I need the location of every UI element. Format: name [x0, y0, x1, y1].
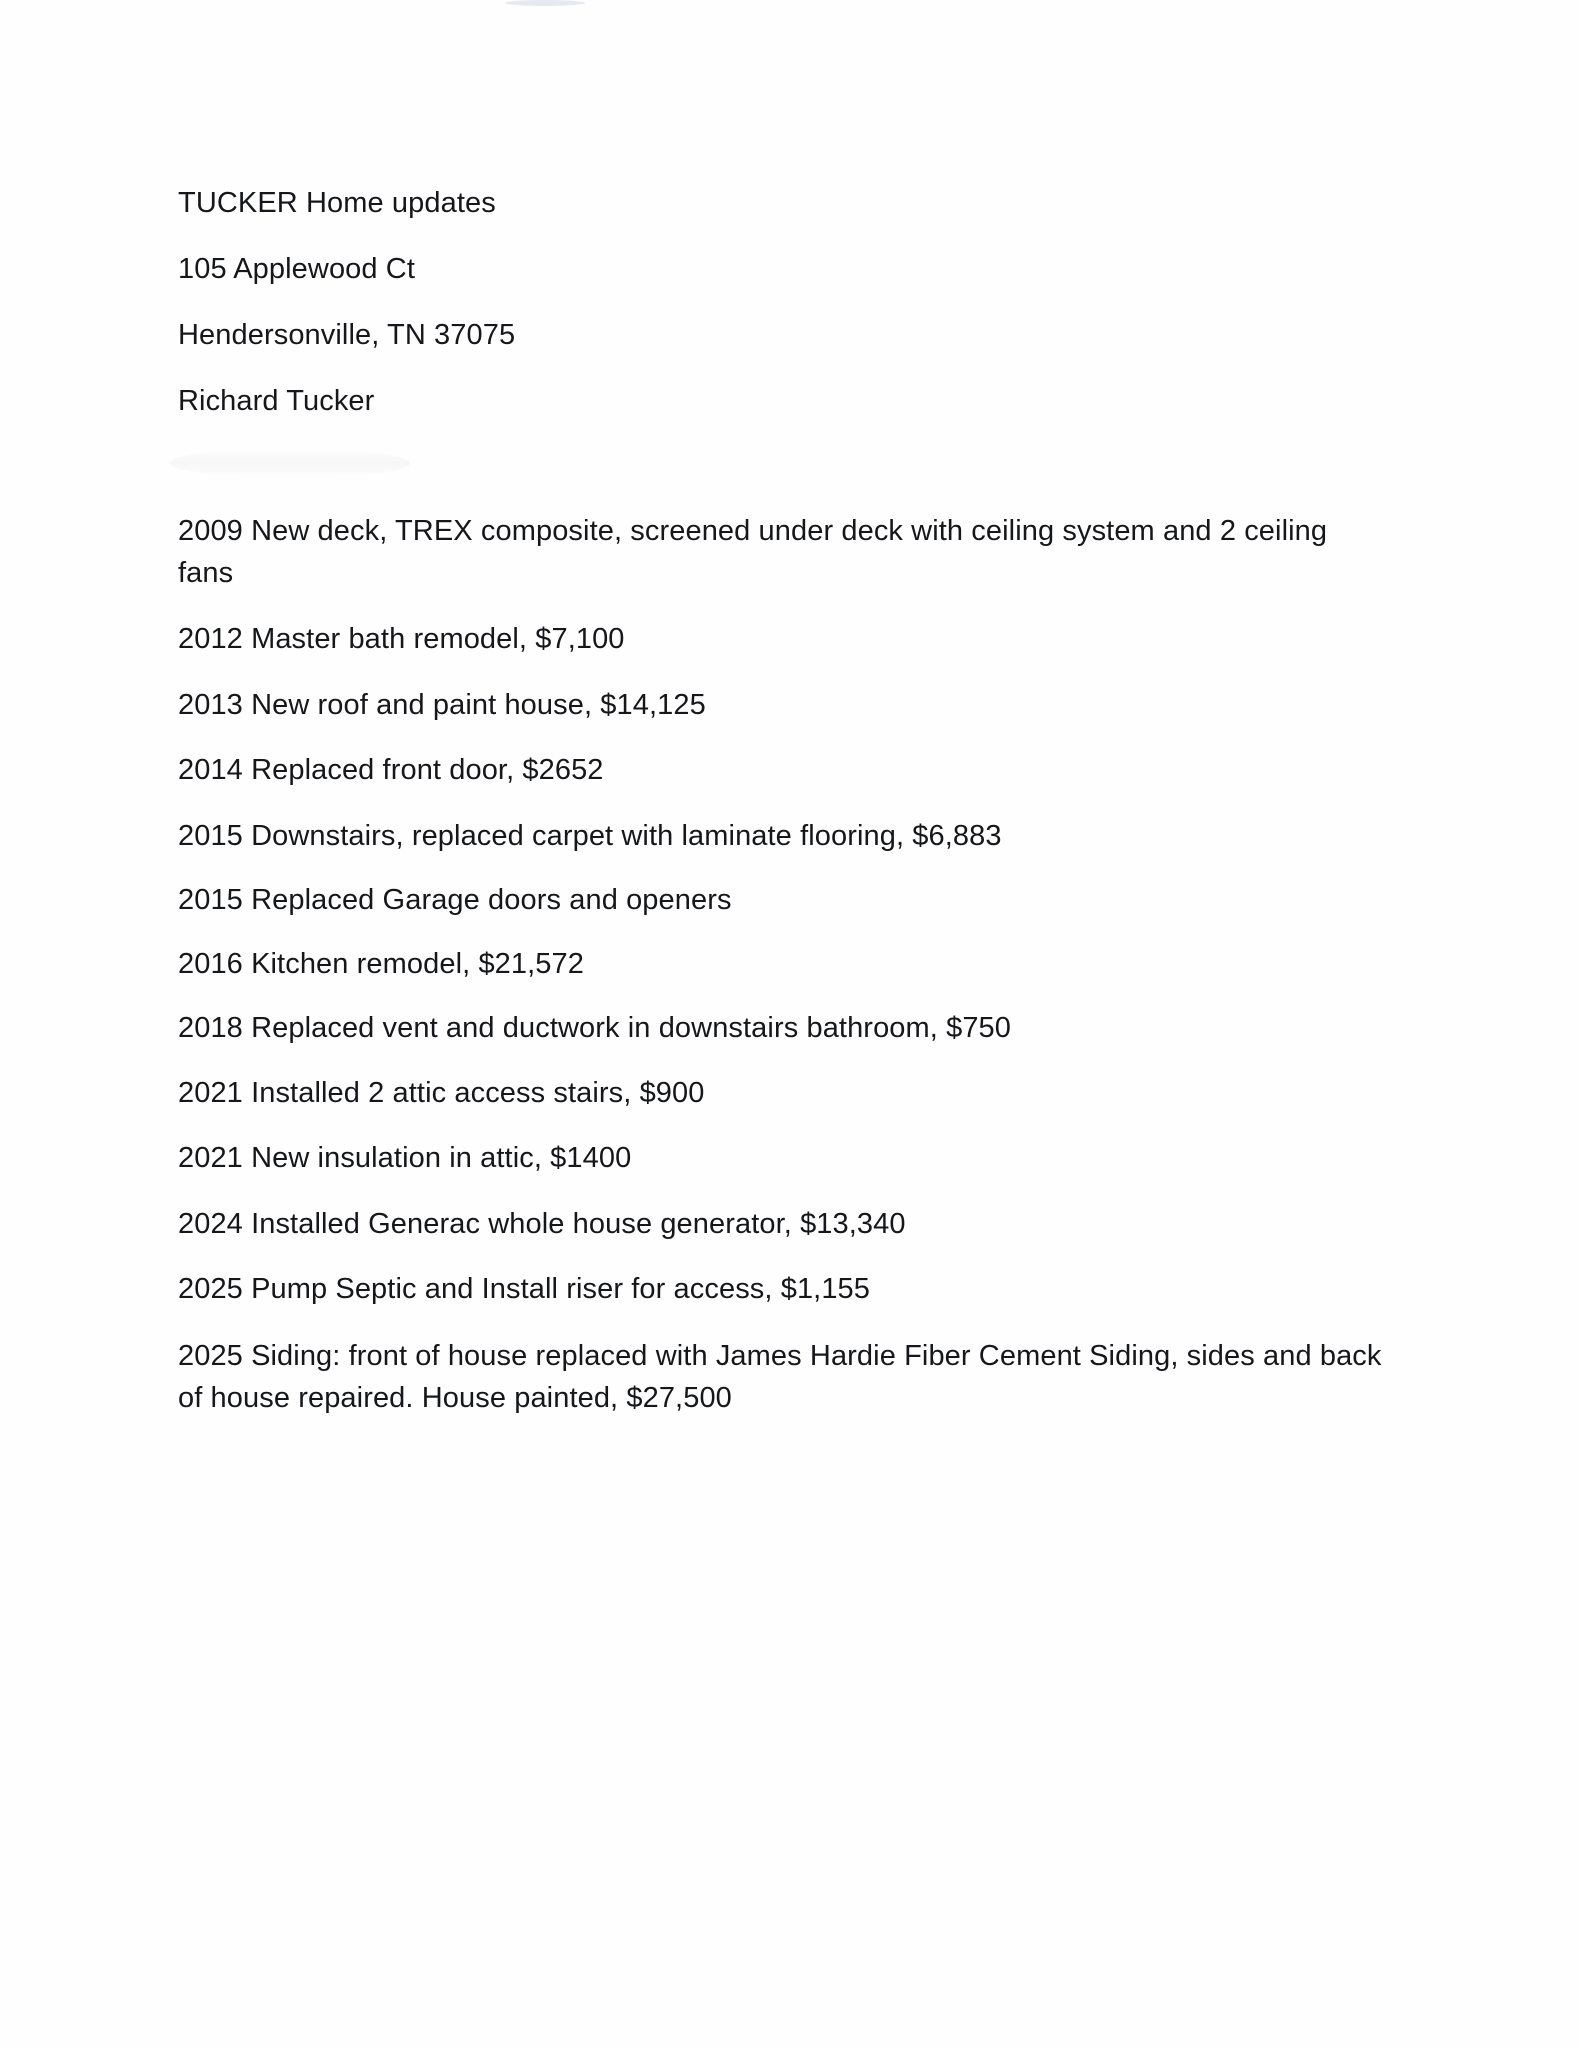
owner-name: Richard Tucker: [178, 385, 375, 417]
update-entry: 2021 Installed 2 attic access stairs, $900: [178, 1077, 705, 1109]
update-entry: 2015 Downstairs, replaced carpet with laminate flooring, $6,883: [178, 820, 1002, 852]
update-entry: 2015 Replaced Garage doors and openers: [178, 884, 732, 916]
update-entry: 2014 Replaced front door, $2652: [178, 754, 604, 786]
update-entry: 2021 New insulation in attic, $1400: [178, 1142, 632, 1174]
update-entry: 2025 Siding: front of house replaced with James Hardie Fiber Cement Siding, sides and back of house repaired. House painted, $27,500: [178, 1340, 1382, 1414]
scan-artifact: [170, 448, 410, 478]
update-entry: 2013 New roof and paint house, $14,125: [178, 689, 706, 721]
address-street: 105 Applewood Ct: [178, 253, 415, 285]
scan-artifact: [505, 0, 585, 6]
document-title: TUCKER Home updates: [178, 187, 496, 219]
update-entry: 2009 New deck, TREX composite, screened under deck with ceiling system and 2 ceiling fans: [178, 515, 1328, 589]
update-entry: 2016 Kitchen remodel, $21,572: [178, 948, 584, 980]
update-entry: 2025 Pump Septic and Install riser for access, $1,155: [178, 1273, 871, 1305]
update-entry: 2018 Replaced vent and ductwork in downstairs bathroom, $750: [178, 1012, 1012, 1044]
address-city-state-zip: Hendersonville, TN 37075: [178, 319, 516, 351]
update-entry: 2012 Master bath remodel, $7,100: [178, 623, 625, 655]
update-entry: 2024 Installed Generac whole house generator, $13,340: [178, 1208, 906, 1240]
